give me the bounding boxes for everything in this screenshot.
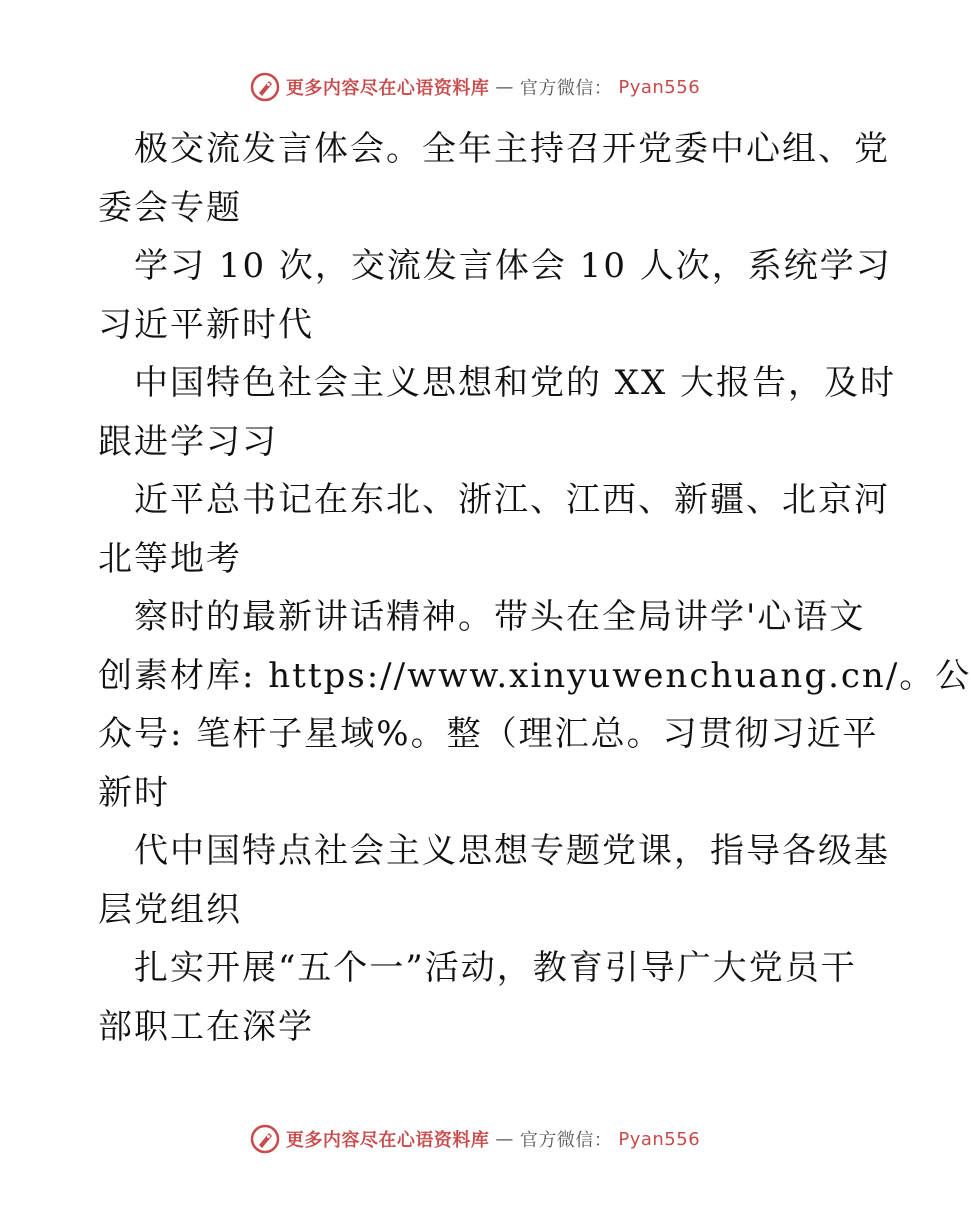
header-brand-text: 更多内容尽在心语资料库 bbox=[285, 78, 490, 99]
body-line: 中国特色社会主义思想和党的 XX 大报告，及时 bbox=[134, 363, 897, 403]
body-line: 察时的最新讲话精神。带头在全局讲学'心语文 bbox=[134, 597, 866, 637]
body-line: 近平总书记在东北、浙江、江西、新疆、北京河 bbox=[134, 480, 890, 520]
header-dash: — bbox=[495, 76, 514, 98]
body-line: 习近平新时代 bbox=[98, 304, 314, 345]
body-line: 委会专题 bbox=[98, 187, 242, 228]
header-banner bbox=[0, 72, 950, 102]
body-line: 部职工在深学 bbox=[98, 1006, 314, 1047]
body-line: 学习 10 次，交流发言体会 10 人次，系统学习 bbox=[134, 246, 892, 286]
body-line: 层党组织 bbox=[98, 889, 242, 930]
document-body bbox=[98, 120, 971, 1056]
body-line: 代中国特点社会主义思想专题党课，指导各级基 bbox=[134, 831, 890, 871]
footer-wechat-id: Pyan556 bbox=[618, 1128, 701, 1150]
pen-nib-circle-icon bbox=[250, 1124, 280, 1154]
body-line: 创素材库: https://www.xinyuwenchuang.cn/。公 bbox=[98, 655, 971, 696]
footer-dash: — bbox=[495, 1128, 514, 1150]
header-wechat-id: Pyan556 bbox=[618, 76, 701, 98]
pen-nib-circle-icon bbox=[250, 72, 280, 102]
body-line: 新时 bbox=[98, 772, 170, 813]
body-line: 扎实开展“五个一”活动，教育引导广大党员干 bbox=[134, 948, 857, 988]
body-line: 北等地考 bbox=[98, 538, 242, 579]
body-line: 跟进学习习 bbox=[98, 421, 278, 462]
footer-brand-text: 更多内容尽在心语资料库 bbox=[285, 1130, 490, 1151]
body-line: 众号: 笔杆子星域%。整（理汇总。习贯彻习近平 bbox=[98, 714, 879, 754]
header-contact-label: 官方微信： bbox=[519, 78, 613, 99]
footer-banner bbox=[0, 1124, 950, 1154]
footer-contact-label: 官方微信： bbox=[519, 1130, 613, 1151]
body-line: 极交流发言体会。全年主持召开党委中心组、党 bbox=[134, 129, 890, 169]
